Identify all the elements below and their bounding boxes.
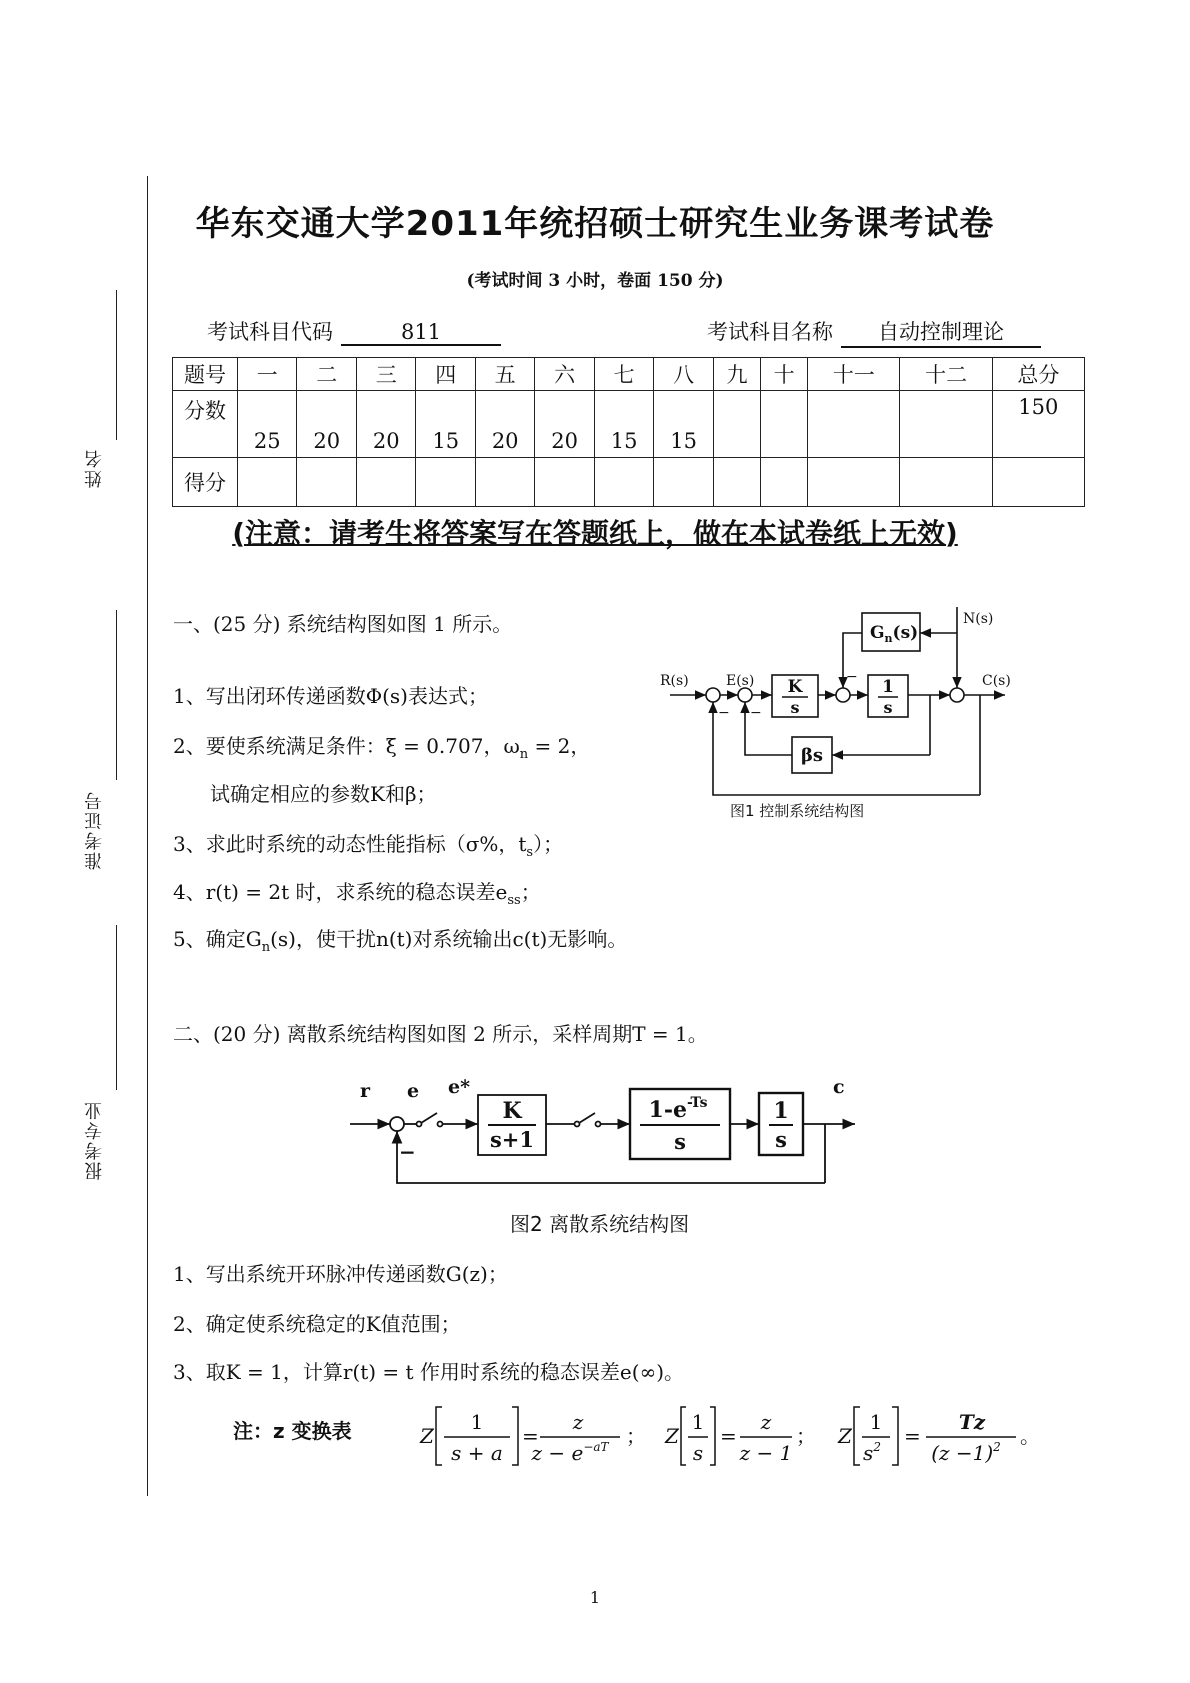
- q1-item-5: [173, 925, 627, 962]
- q1-item-4-text: 4、r(t) = 2t 时，求系统的稳态误差e: [173, 880, 508, 904]
- label-c: c: [833, 1076, 845, 1098]
- z2-res-num: z: [760, 1410, 772, 1434]
- question-number: 二: [297, 358, 356, 391]
- q1-item-2: [173, 732, 590, 769]
- q1-item-1: 1、写出闭环传递函数Φ(s)表达式；: [173, 684, 488, 708]
- q1-item-2b: 试确定相应的参数K和β；: [210, 782, 437, 806]
- scored-cell: [535, 458, 594, 507]
- notice-text: (注意：请考生将答案写在答题纸上，做在本试卷纸上无效): [232, 517, 958, 550]
- question-number: 一: [238, 358, 297, 391]
- figure-2-block-diagram: [345, 1075, 865, 1205]
- points-cell: [761, 391, 808, 458]
- q1-heading: 一、(25 分) 系统结构图如图 1 所示。: [173, 612, 513, 636]
- subject-name-value: 自动控制理论: [841, 316, 1041, 348]
- binding-line: [147, 176, 148, 1496]
- q2-item-1: 1、写出系统开环脉冲传递函数G(z)；: [173, 1262, 508, 1286]
- minus-sign: −: [718, 705, 730, 721]
- exam-subtitle: (考试时间 3 小时，卷面 150 分): [466, 271, 724, 291]
- question-number: 十一: [808, 358, 900, 391]
- z3-arg-den-sup: 2: [873, 1440, 881, 1454]
- figure-2-caption: 图2 离散系统结构图: [510, 1212, 690, 1236]
- q1-item-2-sub: n: [519, 747, 529, 762]
- beta-s-text: βs: [800, 745, 824, 766]
- q1-item-4-sub: ss: [507, 893, 521, 908]
- q1-item-3-text: 3、求此时系统的动态性能指标（σ%，t: [173, 832, 527, 856]
- points-cell: 25: [238, 391, 297, 458]
- major-field-rule: [116, 925, 117, 1090]
- label-E: E(s): [726, 673, 755, 689]
- scored-cell: [594, 458, 653, 507]
- q2-item-3: 3、取K = 1，计算r(t) = t 作用时系统的稳态误差e(∞)。: [173, 1360, 685, 1384]
- question-number: 三: [356, 358, 415, 391]
- q1-item-4-tail: ；: [520, 880, 541, 904]
- points-cell: 15: [654, 391, 713, 458]
- score-table-row-questions: [173, 358, 1085, 391]
- z1-res-num: z: [572, 1410, 584, 1434]
- sampler-1-switch: [421, 1113, 437, 1123]
- minus-sign: −: [399, 1140, 416, 1164]
- z1-arg-num: 1: [470, 1410, 484, 1434]
- z1-res-den-sup: −aT: [583, 1440, 609, 1454]
- subject-code-value: 811: [341, 320, 501, 346]
- q1-item-3-tail: ）；: [533, 832, 564, 856]
- scored-cell: [416, 458, 475, 507]
- q1-item-5-tail: (s)，使干扰n(t)对系统输出c(t)无影响。: [270, 927, 628, 951]
- z3-res-den: [931, 1440, 1001, 1465]
- q2-heading: 二、(20 分) 离散系统结构图如图 2 所示，采样周期T = 1。: [173, 1022, 708, 1046]
- scored-cell: [808, 458, 900, 507]
- summing-junction: [390, 1117, 404, 1131]
- int-den: s: [883, 698, 893, 717]
- gn-block-text: [870, 623, 918, 645]
- score-table-row-points: [173, 391, 1085, 458]
- notice: [0, 512, 1190, 552]
- scored-cell: [900, 458, 992, 507]
- subject-code-row: [207, 316, 501, 346]
- b2-num-sup: -Ts: [686, 1095, 708, 1111]
- k-num: K: [787, 677, 803, 697]
- figure-1-caption: 图1 控制系统结构图: [730, 802, 865, 820]
- row-label: 分数: [173, 391, 238, 458]
- gn-letter: G: [870, 623, 885, 643]
- score-table-row-scored: [173, 458, 1085, 507]
- scored-cell: [356, 458, 415, 507]
- q1-item-4: [173, 878, 541, 915]
- scored-cell: [654, 458, 713, 507]
- question-number: 五: [475, 358, 534, 391]
- exam-id-field-rule: [116, 610, 117, 780]
- points-cell: [713, 391, 760, 458]
- page-number: 1: [589, 1588, 601, 1607]
- b3-den: s: [775, 1127, 787, 1152]
- points-cell: [900, 391, 992, 458]
- z-letter: Z: [665, 1424, 679, 1448]
- points-cell: 20: [356, 391, 415, 458]
- z1-arg-den: s + a: [451, 1441, 503, 1465]
- scored-cell: [992, 458, 1084, 507]
- question-number: 七: [594, 358, 653, 391]
- scored-cell: [238, 458, 297, 507]
- z3-res-den-sup: 2: [993, 1440, 1001, 1454]
- minus-sign: −: [846, 669, 858, 685]
- score-table: [172, 357, 1085, 507]
- z-transform-table: [410, 1395, 1040, 1477]
- svg-text:=: =: [522, 1424, 539, 1448]
- scored-cell: [713, 458, 760, 507]
- question-number: 八: [654, 358, 713, 391]
- figure-1-block-diagram: [660, 605, 1030, 830]
- summing-junction-3: [836, 688, 850, 702]
- q2-item-2: 2、确定使系统稳定的K值范围；: [173, 1312, 461, 1336]
- b2-den: s: [674, 1129, 686, 1154]
- question-number: 十: [761, 358, 808, 391]
- k-den: s: [790, 698, 800, 717]
- b2-num: [649, 1095, 708, 1123]
- unity-feedback-path: [397, 1131, 825, 1183]
- scored-cell: [475, 458, 534, 507]
- z-letter: Z: [420, 1424, 434, 1448]
- q1-item-2-text: 2、要使系统满足条件：ξ = 0.707，ω: [173, 734, 520, 758]
- question-number: 四: [416, 358, 475, 391]
- subject-name-row: [707, 316, 1041, 348]
- z2-arg-den: s: [692, 1441, 704, 1465]
- z2-sep: ；: [796, 1424, 816, 1448]
- z3-arg-den-text: s: [863, 1441, 874, 1465]
- z3-res-den-text: (z −1): [931, 1441, 994, 1465]
- z1-res-den-text: z − e: [531, 1441, 584, 1465]
- summing-junction-2: [738, 688, 752, 702]
- svg-text:=: =: [904, 1424, 921, 1448]
- points-total: 150: [992, 391, 1084, 458]
- b2-num-text: 1-e: [648, 1097, 687, 1123]
- z2-arg-num: 1: [691, 1410, 705, 1434]
- label-C: C(s): [982, 673, 1011, 689]
- points-cell: [808, 391, 900, 458]
- z3-sep: 。: [1020, 1424, 1040, 1448]
- b3-num: 1: [773, 1098, 789, 1124]
- z3-arg-num: 1: [869, 1410, 883, 1434]
- subject-name-label: 考试科目名称: [707, 320, 833, 344]
- q1-item-5-text: 5、确定G: [173, 927, 262, 951]
- points-cell: 15: [594, 391, 653, 458]
- z3-arg-den: [863, 1440, 881, 1465]
- label-R: R(s): [660, 673, 689, 689]
- points-cell: 15: [416, 391, 475, 458]
- row-label: 得分: [173, 458, 238, 507]
- z3-res-num: Tz: [958, 1410, 986, 1434]
- z-table-label: 注：z 变换表: [233, 1419, 352, 1443]
- sampler-2-switch: [579, 1113, 595, 1123]
- name-label: 姓名: [84, 448, 105, 488]
- label-e: e: [407, 1080, 420, 1102]
- name-field-rule: [116, 290, 117, 440]
- svg-text:=: =: [720, 1424, 737, 1448]
- question-number: 六: [535, 358, 594, 391]
- z1-sep: ；: [626, 1424, 646, 1448]
- major-label: 报考专业: [84, 1100, 105, 1180]
- summing-junction-4: [950, 688, 964, 702]
- b1-num: K: [502, 1098, 522, 1124]
- q1-item-3: [173, 830, 563, 867]
- label-e-star: e*: [448, 1076, 471, 1098]
- subject-code-label: 考试科目代码: [207, 320, 333, 344]
- row-label: 题号: [173, 358, 238, 391]
- question-number: 十二: [900, 358, 992, 391]
- exam-id-label: 准考证号: [84, 790, 105, 870]
- gn-sub: n: [884, 632, 893, 645]
- b1-den: s+1: [489, 1127, 535, 1152]
- points-cell: 20: [297, 391, 356, 458]
- label-r: r: [360, 1080, 371, 1102]
- summing-junction-1: [706, 688, 720, 702]
- label-N: N(s): [963, 611, 994, 627]
- scored-cell: [761, 458, 808, 507]
- minus-sign: −: [750, 705, 762, 721]
- gn-tail: (s): [892, 623, 919, 643]
- int-num: 1: [882, 677, 894, 697]
- points-cell: 20: [475, 391, 534, 458]
- exam-title: 华东交通大学2011年统招硕士研究生业务课考试卷: [195, 204, 995, 244]
- z1-res-den: [530, 1440, 609, 1465]
- question-total: 总分: [992, 358, 1084, 391]
- scored-cell: [297, 458, 356, 507]
- z-letter: Z: [838, 1424, 852, 1448]
- points-cell: 20: [535, 391, 594, 458]
- q1-item-3-sub: s: [526, 845, 534, 860]
- question-number: 九: [713, 358, 760, 391]
- z2-res-den: z − 1: [739, 1441, 793, 1465]
- q1-item-2-tail: = 2，: [528, 734, 591, 758]
- q1-item-5-sub: n: [261, 940, 271, 955]
